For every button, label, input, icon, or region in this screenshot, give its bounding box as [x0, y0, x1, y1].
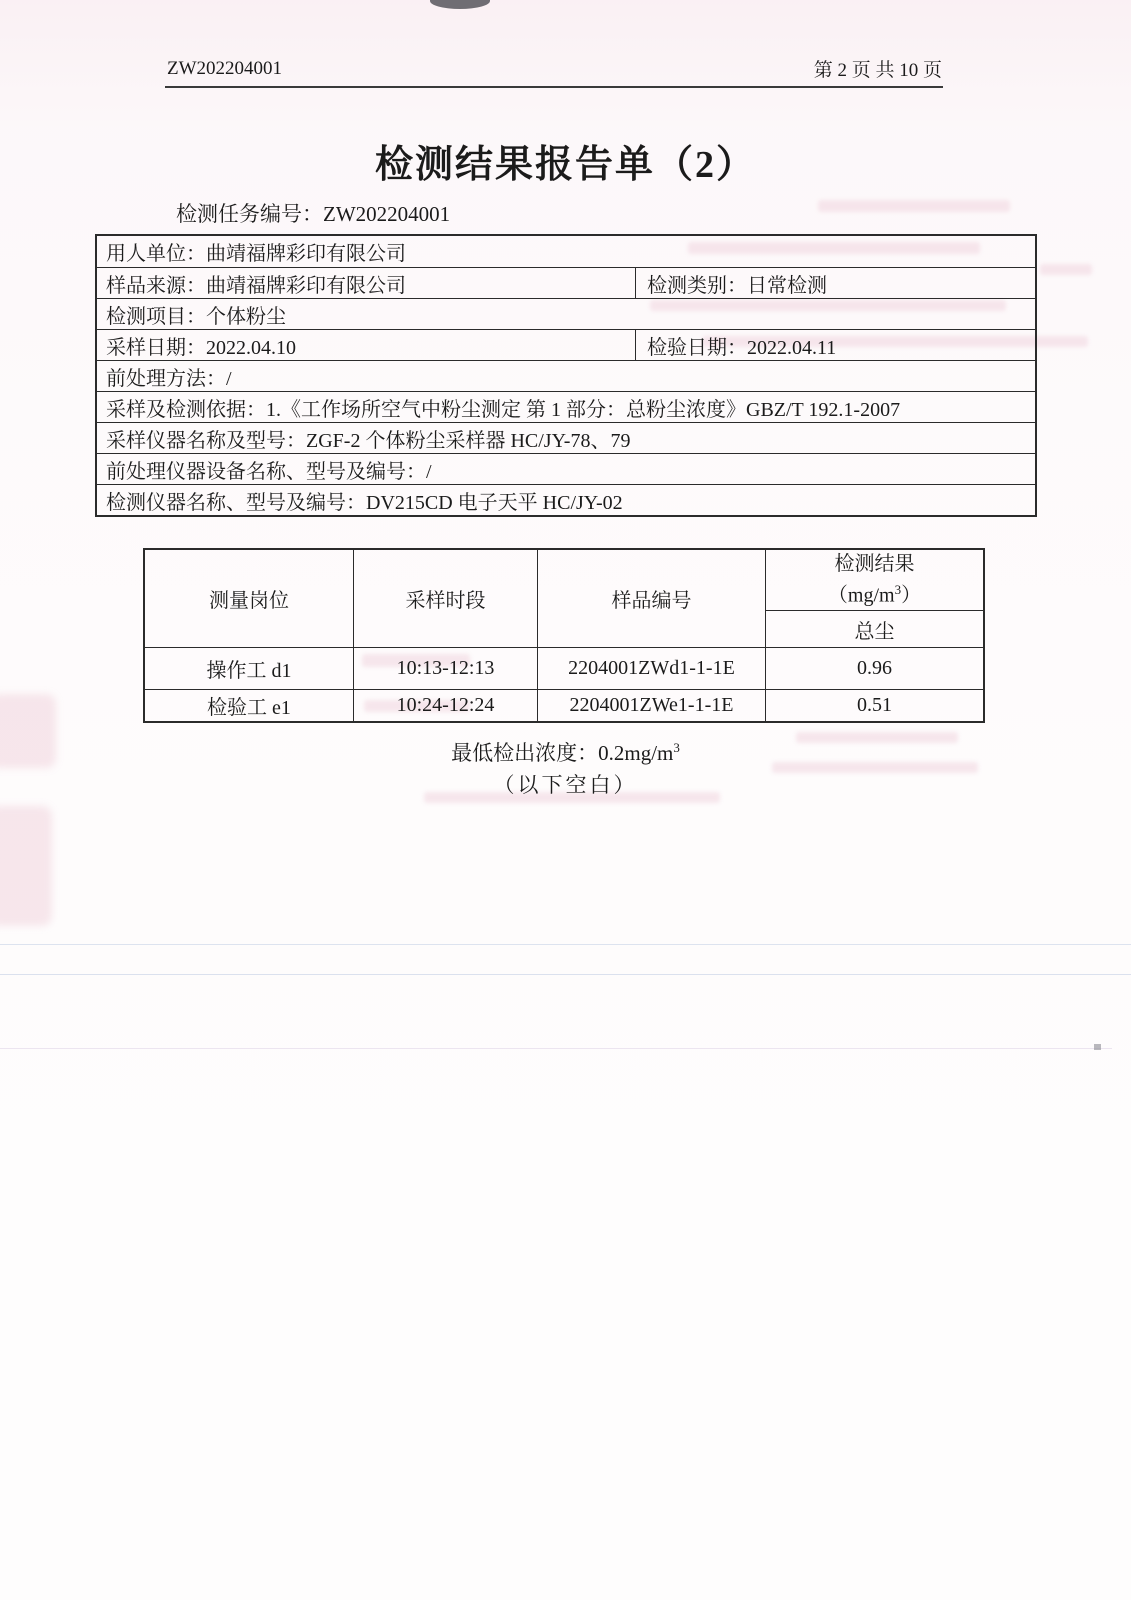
test-category-cell: 检测类别：日常检测 — [647, 274, 827, 297]
task-number-line — [176, 198, 450, 228]
row-time: 10:13-12:13 — [354, 647, 538, 689]
paper-fold-line — [0, 1048, 1112, 1049]
pretreatment-method-cell: 前处理方法：/ — [106, 367, 232, 390]
column-header-result — [766, 550, 983, 611]
table-row — [97, 360, 1035, 391]
column-header-position: 测量岗位 — [145, 550, 354, 647]
stamp-bleed-through — [0, 806, 52, 926]
row-result: 0.96 — [766, 647, 983, 689]
table-row — [97, 267, 1035, 298]
table-row — [97, 298, 1035, 329]
paper-fold-line — [0, 944, 1131, 945]
report-title: 检测结果报告单（2） — [374, 144, 756, 186]
employer-cell: 用人单位：曲靖福牌彩印有限公司 — [106, 243, 406, 265]
header-doc-number: ZW202204001 — [167, 58, 283, 79]
header-page-number: 第 2 页 共 10 页 — [813, 60, 942, 81]
sampling-date-cell: 采样日期：2022.04.10 — [97, 330, 636, 360]
task-number-value: ZW202204001 — [323, 202, 451, 226]
row-position: 检验工 e1 — [145, 689, 354, 721]
blank-below-note: （以下空白） — [493, 773, 638, 797]
sampling-instrument-cell: 采样仪器名称及型号：ZGF-2 个体粉尘采样器 HC/JY-78、79 — [106, 429, 631, 452]
row-time: 10:24-12:24 — [354, 689, 538, 721]
column-header-time: 采样时段 — [354, 550, 538, 647]
table-row — [97, 391, 1035, 422]
task-number-label: 检测任务编号： — [176, 202, 323, 226]
bleed-through-ghost — [818, 200, 1010, 212]
test-instrument-cell: 检测仪器名称、型号及编号：DV215CD 电子天平 HC/JY-02 — [106, 491, 623, 514]
table-row — [97, 453, 1035, 484]
sample-source-cell: 样品来源：曲靖福牌彩印有限公司 — [97, 268, 636, 298]
bleed-through-ghost — [1040, 264, 1092, 275]
detection-limit-note: 最低检出浓度：$0.2mg/m^3$ — [451, 740, 680, 765]
header-rule — [165, 86, 943, 88]
table-row — [97, 329, 1035, 360]
row-position: 操作工 d1 — [145, 647, 354, 689]
pretreatment-instrument-cell: 前处理仪器设备名称、型号及编号：/ — [106, 460, 432, 483]
scan-binder-mark — [430, 0, 490, 9]
row-sample-id: 2204001ZWd1-1-1E — [538, 647, 766, 689]
result-header-title: 检测结果 — [834, 553, 915, 576]
column-subheader-total-dust: 总尘 — [854, 620, 895, 643]
inspection-date-cell: 检验日期：2022.04.11 — [647, 336, 837, 359]
sample-info-table — [95, 234, 1037, 517]
table-row — [97, 484, 1035, 515]
column-header-sample-id: 样品编号 — [538, 550, 766, 647]
table-row — [97, 236, 1035, 267]
scan-speck — [1094, 1044, 1101, 1050]
paper-fold-line — [0, 974, 1131, 975]
result-header-unit: $(mg/m^3)$ — [827, 582, 922, 607]
table-row — [97, 422, 1035, 453]
row-sample-id: 2204001ZWe1-1-1E — [538, 689, 766, 721]
row-result: 0.51 — [766, 689, 983, 721]
test-item-cell: 检测项目：个体粉尘 — [106, 305, 286, 328]
test-basis-cell: 采样及检测依据：1.《工作场所空气中粉尘测定 第 1 部分：总粉尘浓度》GBZ/T 192.1-2007 — [106, 398, 901, 421]
results-table — [143, 548, 985, 723]
